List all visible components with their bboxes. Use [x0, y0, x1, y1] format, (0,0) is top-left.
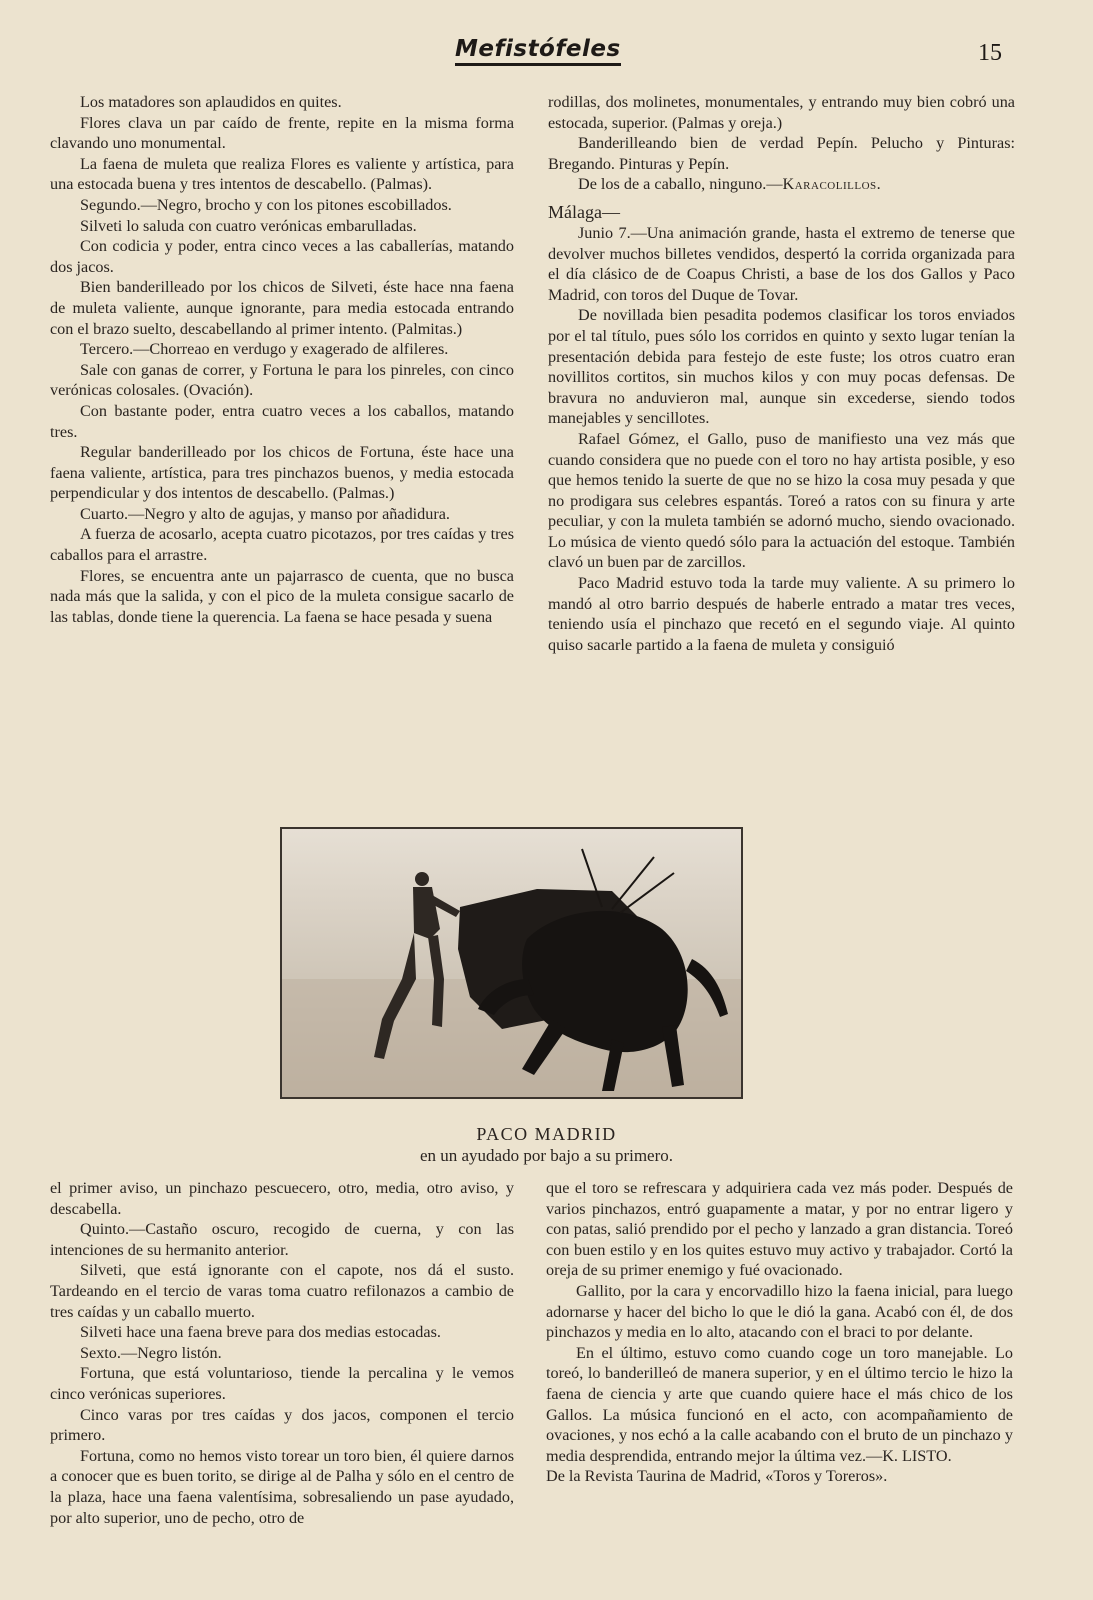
paragraph-text: De los de a caballo, ninguno.— — [578, 175, 783, 194]
paragraph: En el último, estuvo como cuando coge un toro manejable. Lo toreó, lo banderilleó de manera superior, y en el último tercio le hizo la faena de ciencia y arte que cuando quiere hace el más chico de los Gallos. La música funcionó en el acto, con acompañamiento de ovaciones, y nos echó a la calle acabando con el bruto de un pinchazo y media desprendida, entrando mejor la última vez.—K. LISTO. — [546, 1343, 1013, 1465]
paragraph: Con codicia y poder, entra cinco veces a las caballerías, matando dos jacos. — [50, 237, 514, 276]
column-top-left — [50, 92, 514, 627]
paragraph: Quinto.—Castaño oscuro, recogido de cuerna, y con las intenciones de su hermanito anterior. — [50, 1220, 514, 1259]
paragraph: Silveti lo saluda con cuatro verónicas embarulladas. — [80, 216, 417, 235]
page-number: 15 — [978, 40, 1002, 66]
section-heading: Málaga— — [548, 201, 620, 222]
paragraph: Cuarto.—Negro y alto de agujas, y manso por añadidura. — [80, 504, 450, 523]
paragraph: Sale con ganas de correr, y Fortuna le para los pinreles, con cinco verónicas colosales. (Ovación). — [50, 360, 514, 400]
paragraph: Fortuna, que está voluntarioso, tiende la percalina y le vemos cinco verónicas superiores. — [50, 1364, 514, 1403]
paragraph: el primer aviso, un pinchazo pescuecero, otro, media, otro aviso, y descabella. — [50, 1179, 514, 1218]
paragraph: La faena de muleta que realiza Flores es valiente y artística, para una estocada buena y tres intentos de descabello. (Palmas). — [50, 154, 514, 194]
source-note: De la Revista Taurina de Madrid, «Toros y Toreros». — [546, 1467, 888, 1486]
paragraph: Los matadores son aplaudidos en quites. — [80, 93, 342, 111]
photo-caption-text: en un ayudado por bajo a su primero. — [419, 1146, 674, 1165]
bullfight-illustration — [282, 829, 741, 1097]
paragraph: Tercero.—Chorreao en verdugo y exagerado de alfileres. — [80, 340, 449, 359]
paragraph: Flores, se encuentra ante un pajarrasco de cuenta, que no busca nada más que la salida, y con el pico de la muleta consigue sacarlo de las tablas, donde tiene la querencia. La faena se hace pesada y suena — [50, 566, 514, 626]
paragraph: Segundo.—Negro, brocho y con los pitones escobillados. — [80, 195, 452, 214]
bullfight-photo — [280, 827, 743, 1099]
paragraph: Bien banderilleado por los chicos de Silveti, éste hace nna faena de muleta valiente, aunque ignorante, para media estocada entrando con el brazo suelto, descabellando al primer intento. (Palmitas.) — [50, 278, 514, 338]
paragraph: Fortuna, como no hemos visto torear un toro bien, él quiere darnos a conocer que es buen torito, se dirige al de Palha y sólo en el centro de la plaza, hace una faena valentísima, sobresaliendo un pase ayudado, por alto superior, uno de pecho, otro de — [50, 1446, 514, 1527]
masthead — [0, 32, 1093, 72]
paragraph: Silveti, que está ignorante con el capote, nos dá el susto. Tardeando en el tercio de varas toma cuatro refilonazos a cambio de tres caídas y un caballo muerto. — [50, 1261, 514, 1321]
paragraph: Con bastante poder, entra cuatro veces a los caballos, matando tres. — [50, 401, 514, 441]
paragraph: Regular banderilleado por los chicos de Fortuna, éste hace una faena valiente, artística, para tres pinchazos buenos, y media estocada perpendicular y dos intentos de descabello. (Palmas.) — [50, 443, 514, 503]
paragraph: rodillas, dos molinetes, monumentales, y entrando muy bien cobró una estocada, superior. (Palmas y oreja.) — [548, 93, 1015, 132]
paragraph: De novillada bien pesadita podemos clasificar los toros enviados por el tal título, pues sólo los corridos en quinto y sexto lugar tenían la presentación debida para festejo de este fuste; los otros cuatro eran novillitos cortitos, sin muchos kilos y con muy pocas defensas. De bravura no anduvieron mal, aunque sin excederse, siendo todos manejables y sencillotes. — [548, 306, 1015, 428]
paragraph: Cinco varas por tres caídas y dos jacos, componen el tercio primero. — [50, 1405, 514, 1445]
paragraph: Junio 7.—Una animación grande, hasta el extremo de tenerse que devolver muchos billetes vendidos, despertó la corrida organizada para el día clásico de de Coapus Christi, a base de los dos Gallos y Paco Madrid, con toros del Duque de Tovar. — [548, 223, 1015, 304]
paragraph: que el toro se refrescara y adquiriera cada vez más poder. Después de varios pinchazos, entró guapamente a matar, y por no entrar ligero y con patas, salió prendido por el pecho y lanzado a gran distancia. Toreó con buen estilo y en los quites estuvo muy activo y trabajador. Cortó la oreja de su primer enemigo y fué ovacionado. — [546, 1179, 1013, 1280]
paragraph: Gallito, por la cara y encorvadillo hizo la faena inicial, para luego adornarse y hacer del bicho lo que le dió la gana. Acabó con él, de dos pinchazos y media en lo alto, atacando con el braci to por delante. — [546, 1281, 1013, 1342]
paragraph: A fuerza de acosarlo, acepta cuatro picotazos, por tres caídas y tres caballos para el arrastre. — [50, 525, 514, 565]
paragraph: Sexto.—Negro listón. — [80, 1343, 222, 1362]
magazine-title: Mefistófeles — [455, 36, 621, 66]
paragraph: Rafael Gómez, el Gallo, puso de manifiesto una vez más que cuando considera que no puede con el toro no hay artista posible, y eso que hemos tenido la suerte de que no se hizo la cosa muy pesada y que no prodigara sus celebres espantás. Toreó a ratos con su finura y arte peculiar, y con la muleta también se adornó mucho, siendo ovacionado. Lo música de viento quedó sólo para la actuación del estoque. También clavó un buen par de zarcillos. — [548, 429, 1015, 572]
column-bottom-right — [546, 1178, 1013, 1487]
paragraph: Flores clava un par caído de frente, repite en la misma forma clavando uno monumental. — [50, 113, 514, 153]
paragraph: Banderilleando bien de verdad Pepín. Pelucho y Pinturas: Bregando. Pinturas y Pepín. — [548, 134, 1015, 173]
photo-caption-name: PACO MADRID — [476, 1124, 617, 1144]
paragraph — [548, 174, 1015, 195]
column-bottom-left — [50, 1178, 514, 1528]
paragraph: Silveti hace una faena breve para dos medias estocadas. — [80, 1323, 441, 1342]
author-signature: Karacolillos. — [782, 175, 882, 194]
paragraph: Paco Madrid estuvo toda la tarde muy valiente. A su primero lo mandó al otro barrio después de haberle entrado a matar tres veces, teniendo usía el pinchazo que recetó en el segundo viaje. Al quinto quiso sacarle partido a la faena de muleta y consiguió — [548, 574, 1015, 654]
column-top-right — [548, 92, 1015, 655]
